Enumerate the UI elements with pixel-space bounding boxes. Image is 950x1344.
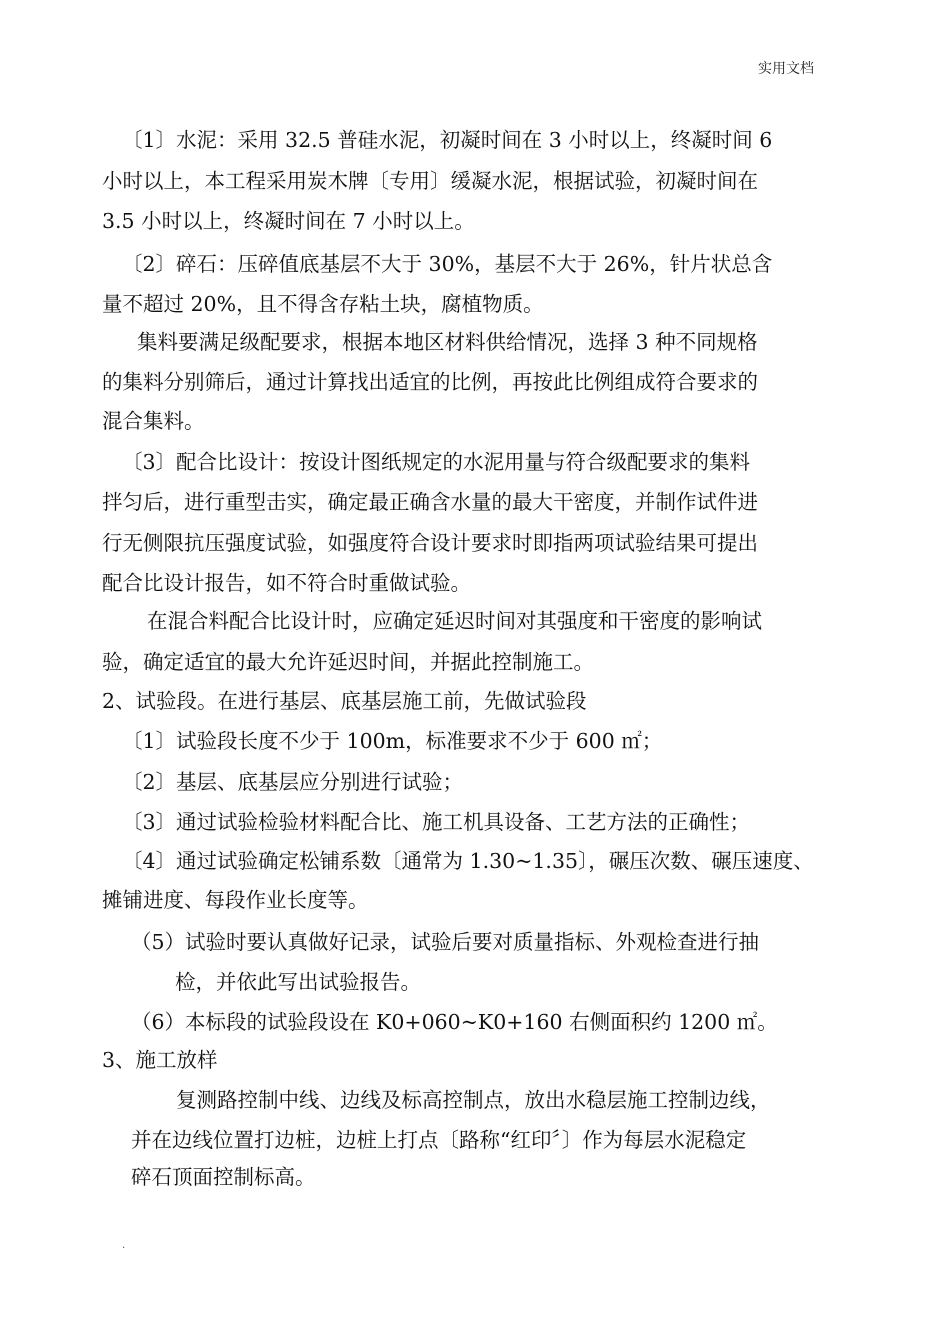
text-line: 2、试验段。在进行基层、底基层施工前，先做试验段: [102, 689, 587, 713]
text-line: 〔4〕通过试验确定松铺系数〔通常为 1.30~1.35〕，碾压次数、碾压速度、: [122, 849, 814, 873]
text-line: 〔1〕试验段长度不少于 100m，标准要求不少于 600 ㎡；: [122, 729, 663, 753]
text-line: 行无侧限抗压强度试验，如强度符合设计要求时即指两项试验结果可提出: [102, 531, 758, 555]
text-line: 复测路控制中线、边线及标高控制点，放出水稳层施工控制边线，: [176, 1088, 771, 1112]
text-line: 〔1〕水泥：采用 32.5 普硅水泥，初凝时间在 3 小时以上，终凝时间 6: [122, 128, 773, 152]
text-line: （6）本标段的试验段设在 K0+060~K0+160 右侧面积约 1200 ㎡。: [131, 1010, 778, 1034]
text-line: 摊铺进度、每段作业长度等。: [102, 888, 369, 912]
text-line: 〔2〕基层、底基层应分别进行试验；: [122, 770, 464, 794]
text-line: （5）试验时要认真做好记录，试验后要对质量指标、外观检查进行抽: [131, 930, 760, 954]
text-line: 混合集料。: [102, 409, 205, 433]
text-line: 〔2〕碎石：压碎值底基层不大于 30%，基层不大于 26%，针片状总含: [122, 252, 773, 276]
footer-mark: .: [122, 1240, 126, 1251]
text-line: 〔3〕通过试验检验材料配合比、施工机具设备、工艺方法的正确性；: [122, 810, 751, 834]
text-line: 集料要满足级配要求，根据本地区材料供给情况，选择 3 种不同规格: [137, 330, 758, 354]
text-line: 在混合料配合比设计时，应确定延迟时间对其强度和干密度的影响试: [147, 609, 762, 633]
page-header: 实用文档: [758, 61, 814, 77]
text-line: 3、施工放样: [102, 1048, 218, 1072]
text-line: 拌匀后，进行重型击实，确定最正确含水量的最大干密度，并制作试件进: [102, 490, 758, 514]
text-line: 并在边线位置打边桩，边桩上打点〔路称“红印〞〕作为每层水泥稳定: [131, 1128, 747, 1152]
text-line: 〔3〕配合比设计：按设计图纸规定的水泥用量与符合级配要求的集料: [122, 450, 751, 474]
text-line: 验，确定适宜的最大允许延迟时间，并据此控制施工。: [102, 650, 594, 674]
text-line: 检，并依此写出试验报告。: [175, 970, 421, 994]
text-line: 的集料分别筛后，通过计算找出适宜的比例，再按此比例组成符合要求的: [102, 370, 758, 394]
text-line: 3.5 小时以上，终凝时间在 7 小时以上。: [102, 209, 475, 233]
text-line: 量不超过 20%，且不得含存粘土块，腐植物质。: [102, 292, 544, 316]
text-line: 小时以上，本工程采用炭木牌〔专用〕缓凝水泥，根据试验，初凝时间在: [102, 169, 758, 193]
text-line: 碎石顶面控制标高。: [131, 1165, 316, 1189]
text-line: 配合比设计报告，如不符合时重做试验。: [102, 571, 471, 595]
